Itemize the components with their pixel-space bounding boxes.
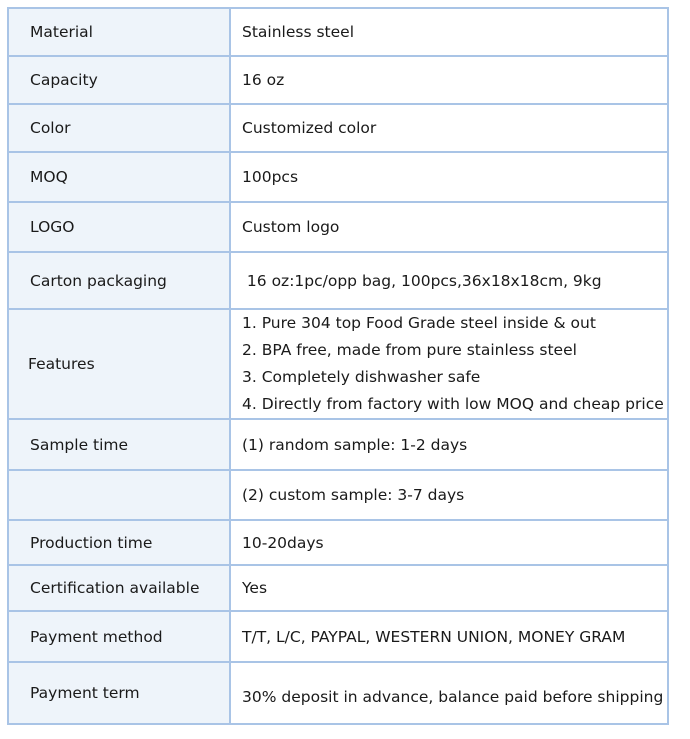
table-row: [8, 611, 668, 662]
table-row: [8, 8, 668, 56]
row-label: Certification available: [8, 565, 230, 611]
table-row: [8, 520, 668, 565]
feature-item: 2. BPA free, made from pure stainless steel: [242, 341, 577, 359]
row-label: Payment method: [8, 611, 230, 662]
feature-item: 3. Completely dishwasher safe: [242, 368, 481, 386]
features-list: [230, 309, 668, 419]
table-row: [8, 252, 668, 309]
row-label: Carton packaging: [8, 252, 230, 309]
table-row: [8, 56, 668, 104]
row-value: Custom logo: [230, 202, 668, 252]
row-label: MOQ: [8, 152, 230, 202]
table-row: [8, 565, 668, 611]
product-spec-table: [7, 7, 669, 725]
row-label: Production time: [8, 520, 230, 565]
row-value: 16 oz: [230, 56, 668, 104]
table-row: [8, 419, 668, 470]
row-label: Color: [8, 104, 230, 152]
row-value: T/T, L/C, PAYPAL, WESTERN UNION, MONEY GRAM: [230, 611, 668, 662]
feature-item: 1. Pure 304 top Food Grade steel inside & out: [242, 314, 596, 332]
row-value: (2) custom sample: 3-7 days: [230, 470, 668, 520]
row-value: Yes: [230, 565, 668, 611]
table-row: [8, 470, 668, 520]
row-value: 16 oz:1pc/opp bag, 100pcs,36x18x18cm, 9kg: [230, 252, 668, 309]
row-label: [8, 470, 230, 520]
row-label: Sample time: [8, 419, 230, 470]
row-label: Material: [8, 8, 230, 56]
table-row: [8, 662, 668, 724]
table-row: [8, 152, 668, 202]
row-label: Capacity: [8, 56, 230, 104]
row-value: 30% deposit in advance, balance paid before shipping: [230, 662, 668, 724]
row-label: Payment term: [8, 662, 230, 724]
row-label: Features: [8, 309, 230, 419]
row-value: Customized color: [230, 104, 668, 152]
table-row: [8, 309, 668, 419]
row-value: (1) random sample: 1-2 days: [230, 419, 668, 470]
row-value: 100pcs: [230, 152, 668, 202]
table-row: [8, 202, 668, 252]
row-value: Stainless steel: [230, 8, 668, 56]
table-row: [8, 104, 668, 152]
row-label: LOGO: [8, 202, 230, 252]
row-value: 10-20days: [230, 520, 668, 565]
feature-item: 4. Directly from factory with low MOQ and cheap price: [242, 395, 664, 413]
